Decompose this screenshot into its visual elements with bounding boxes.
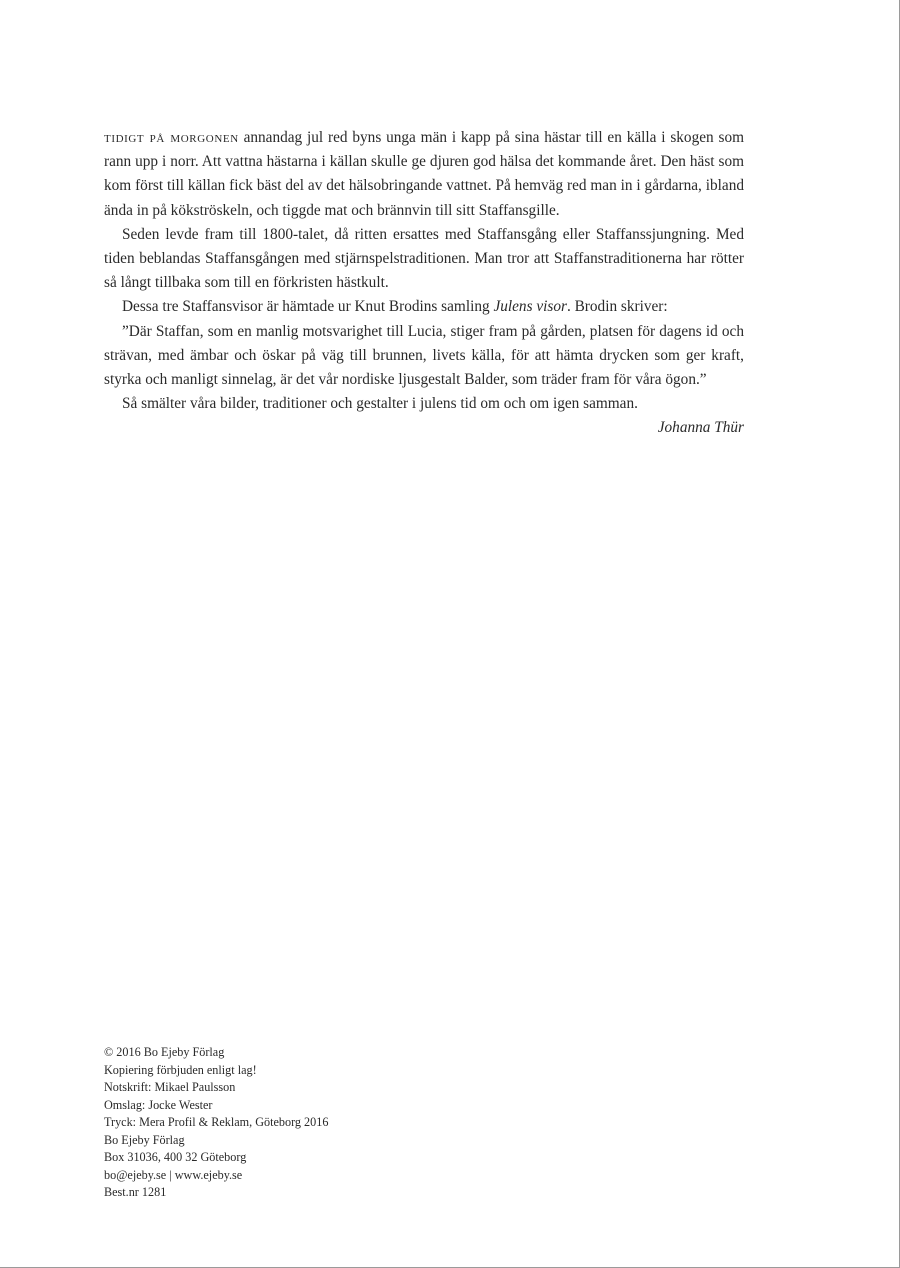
paragraph-3-text: Dessa tre Staffansvisor är hämtade ur Knut Brodins samling: [122, 298, 494, 316]
paragraph-1-text: annandag jul red byns unga män i kapp på sina hästar till en källa i skogen som rann upp i norr. Att vattna hästarna i källan skulle ge djuren god hälsa det kommande året. Den häst som kom först till källan fick bäst del av det hälsobringande vattnet. På hemväg red man in i gårdarna, ibland ända in på kökströskeln, och tiggde mat och brännvin till sitt Staffansgille.: [104, 129, 745, 219]
order-number: Best.nr 1281: [104, 1185, 167, 1199]
book-title: Julens visor: [493, 298, 567, 316]
publisher-address: Box 31036, 400 32 Göteborg: [104, 1150, 247, 1164]
intro-text: [104, 126, 744, 441]
closing-paragraph: Så smälter våra bilder, traditioner och gestalter i julens tid om och om igen samman.: [122, 395, 638, 413]
paragraph-1: [104, 126, 744, 223]
publisher-contact: bo@ejeby.se | www.ejeby.se: [104, 1167, 243, 1182]
publisher-name: Bo Ejeby Förlag: [104, 1132, 185, 1147]
quote-paragraph: ”Där Staffan, som en manlig motsvarighet till Lucia, stiger fram på gården, platsen för dagens id och strävan, med ämbar och öskar på väg till brunnen, livets källa, för att hämta drycken som ger kraft, styrka och manligt sinnelag, är det vår nordiske ljusgestalt Balder, som träder fram för våra ögon.”: [104, 322, 744, 389]
paragraph-3: [104, 295, 744, 319]
signature: Johanna Thür: [657, 419, 744, 437]
cover-credit: Omslag: Jocke Wester: [104, 1097, 213, 1112]
paragraph-3-end: . Brodin skriver:: [566, 298, 668, 316]
notation-credit: Notskrift: Mikael Paulsson: [104, 1080, 236, 1094]
lead-in: tidigt på morgonen: [104, 129, 239, 146]
print-credit: Tryck: Mera Profil & Reklam, Göteborg 2016: [104, 1115, 329, 1129]
copyright-line: © 2016 Bo Ejeby Förlag: [104, 1045, 225, 1059]
paragraph-2: Seden levde fram till 1800-talet, då ritten ersattes med Staffansgång eller Staffanssjungning. Med tiden beblandas Staffansgången med stjärnspelstraditionen. Man tror att Staffanstraditionerna har rötter så långt tillbaka som till en förkristen hästkult.: [104, 225, 744, 292]
copying-notice: Kopiering förbjuden enligt lag!: [104, 1062, 257, 1077]
colophon: [104, 1044, 464, 1202]
